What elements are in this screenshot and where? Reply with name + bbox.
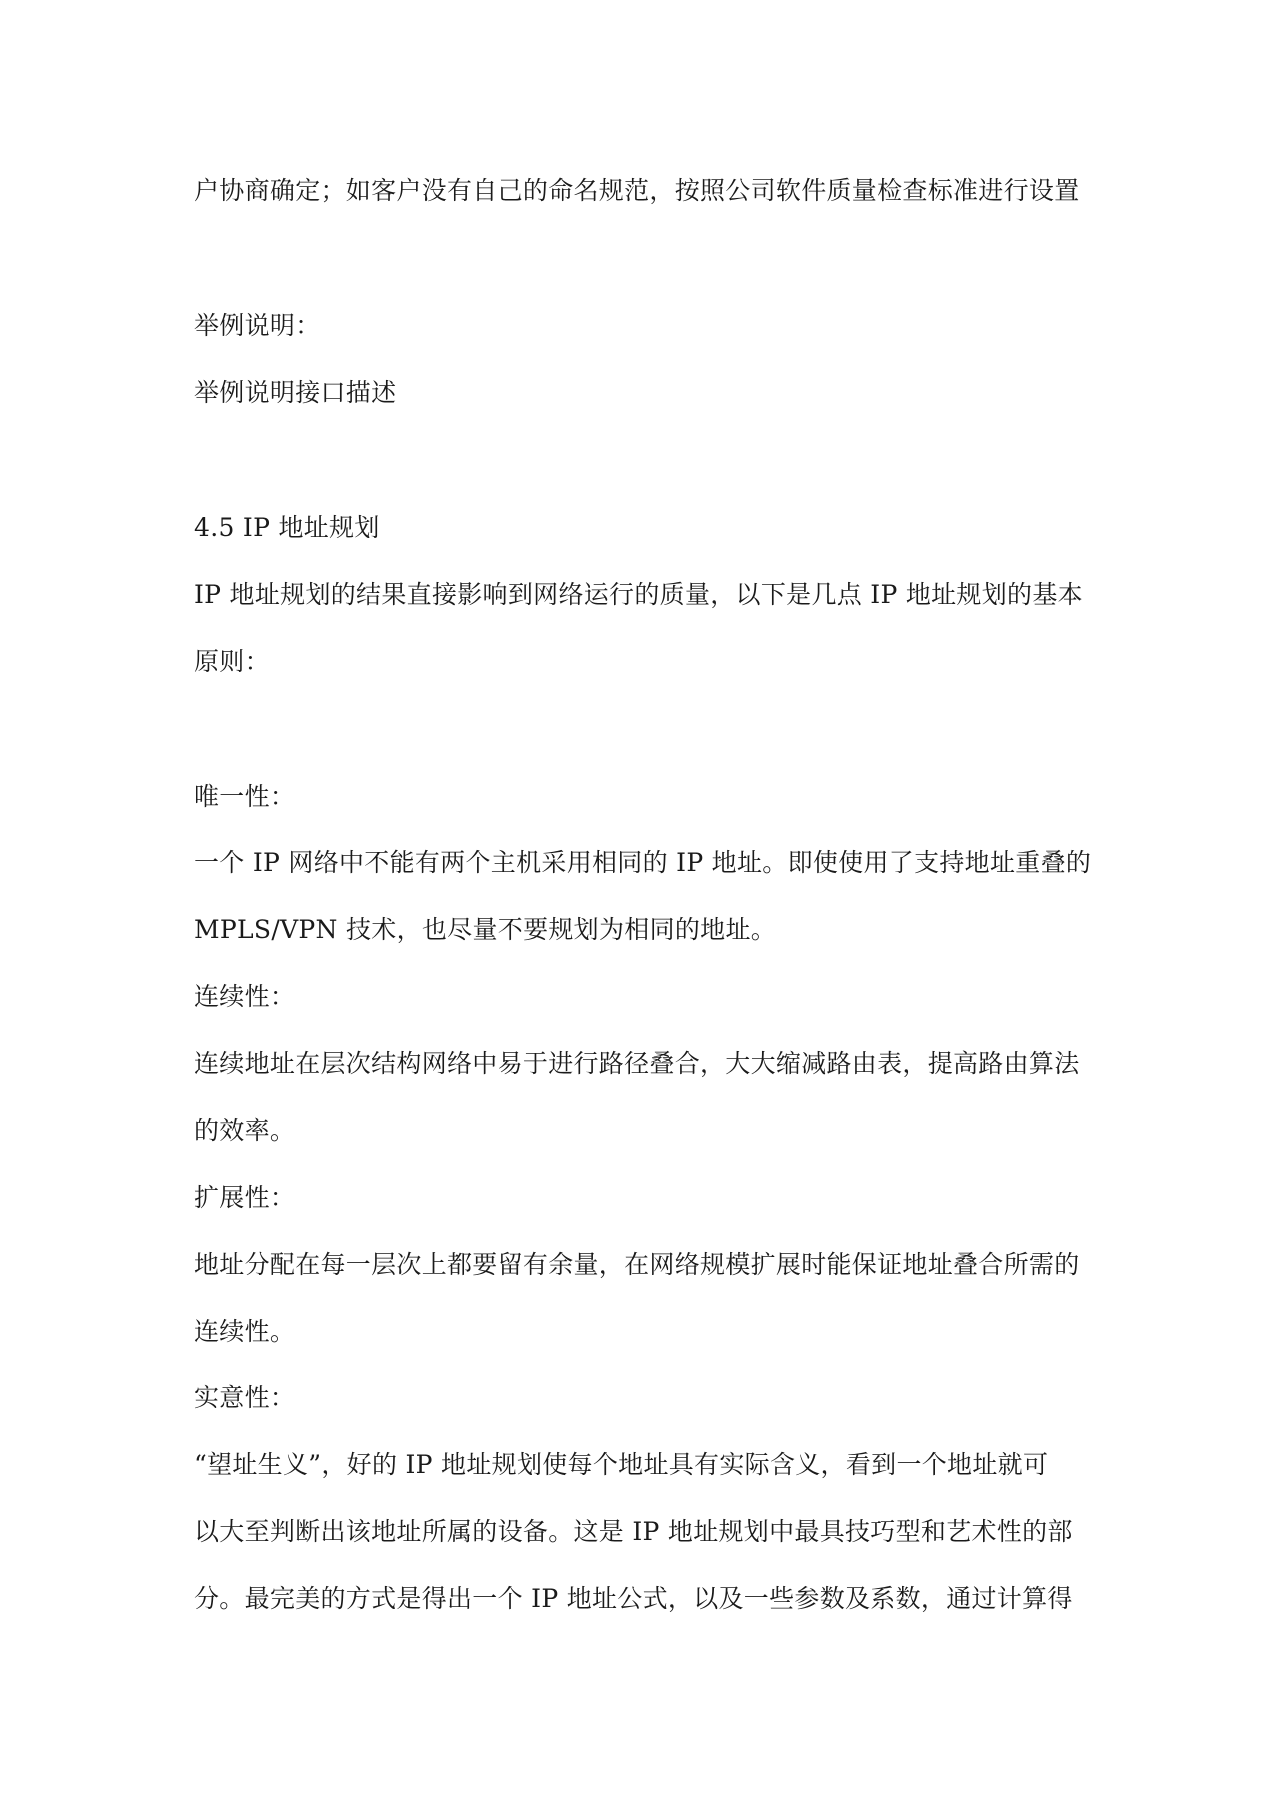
paragraph-line: IP 地址规划的结果直接影响到网络运行的质量，以下是几点 IP 地址规划的基本 — [194, 580, 1083, 609]
section-heading: 4.5 IP 地址规划 — [194, 513, 380, 542]
section-label: 连续性： — [194, 982, 296, 1011]
section-label: 实意性： — [194, 1383, 296, 1412]
paragraph-line: 地址分配在每一层次上都要留有余量，在网络规模扩展时能保证地址叠合所需的 — [194, 1250, 1080, 1279]
paragraph-line: 分。最完美的方式是得出一个 IP 地址公式，以及一些参数及系数，通过计算得 — [194, 1584, 1073, 1613]
paragraph-line: 连续地址在层次结构网络中易于进行路径叠合，大大缩减路由表，提高路由算法 — [194, 1049, 1080, 1078]
paragraph-line: 户协商确定；如客户没有自己的命名规范，按照公司软件质量检查标准进行设置 — [194, 176, 1080, 205]
paragraph-line: “望址生义”，好的 IP 地址规划使每个地址具有实际含义，看到一个地址就可 — [194, 1450, 1049, 1479]
paragraph-line: 一个 IP 网络中不能有两个主机采用相同的 IP 地址。即使使用了支持地址重叠的 — [194, 848, 1092, 877]
paragraph-line: 连续性。 — [194, 1317, 296, 1346]
section-label: 唯一性： — [194, 782, 296, 811]
section-label: 举例说明： — [194, 311, 321, 340]
paragraph-line: 以大至判断出该地址所属的设备。这是 IP 地址规划中最具技巧型和艺术性的部 — [194, 1517, 1073, 1546]
section-label: 扩展性： — [194, 1183, 296, 1212]
paragraph-line: 原则： — [194, 647, 270, 676]
paragraph-line: 举例说明接口描述 — [194, 378, 397, 407]
paragraph-line: 的效率。 — [194, 1116, 296, 1145]
paragraph-line: MPLS/VPN 技术，也尽量不要规划为相同的地址。 — [194, 915, 777, 944]
